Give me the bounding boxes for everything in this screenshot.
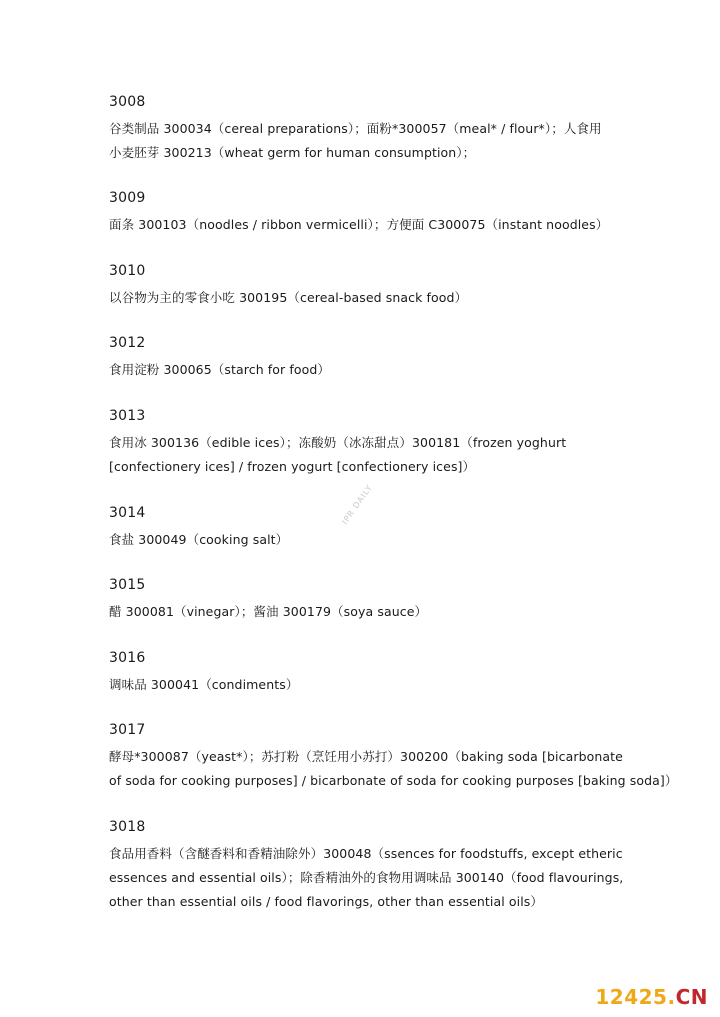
class-code: 3009	[109, 190, 146, 206]
class-code: 3012	[109, 335, 146, 351]
entry-line: 食盐 300049（cooking salt）	[109, 532, 289, 547]
class-entry-3008	[109, 93, 619, 165]
class-code: 3015	[109, 577, 146, 593]
entry-line: 面条 300103（noodles / ribbon vermicelli）；方便面 C300075（instant noodles）	[109, 217, 609, 232]
class-code: 3016	[109, 650, 146, 666]
class-code: 3010	[109, 263, 146, 279]
class-code: 3017	[109, 722, 146, 738]
entry-line: of soda for cooking purposes] / bicarbonate of soda for cooking purposes [baking soda]）	[109, 773, 678, 788]
class-entry-3015	[109, 576, 619, 624]
site-logo[interactable]	[595, 985, 708, 1009]
watermark-text: IPR DAILY	[340, 482, 375, 527]
class-code: 3008	[109, 94, 146, 110]
class-entry-3016	[109, 649, 619, 697]
class-entry-3013	[109, 407, 619, 479]
class-entry-3012	[109, 334, 619, 382]
entry-line: 以谷物为主的零食小吃 300195（cereal-based snack food）	[109, 290, 468, 305]
class-entry-3009	[109, 189, 619, 237]
entry-line: 醋 300081（vinegar）；酱油 300179（soya sauce）	[109, 604, 428, 619]
entry-line: 调味品 300041（condiments）	[109, 677, 299, 692]
entry-line: 小麦胚芽 300213（wheat germ for human consumption）；	[109, 145, 476, 160]
entry-line: [confectionery ices] / frozen yogurt [confectionery ices]）	[109, 459, 476, 474]
class-entry-3017	[109, 721, 678, 793]
entry-line: other than essential oils / food flavorings, other than essential oils）	[109, 894, 544, 909]
logo-number: 12425	[595, 985, 668, 1009]
entry-line: 谷类制品 300034（cereal preparations）；面粉*300057（meal* / flour*）；人食用	[109, 121, 602, 136]
class-entry-3010	[109, 262, 619, 310]
class-code: 3014	[109, 505, 146, 521]
logo-dot: .	[667, 985, 676, 1009]
entry-line: essences and essential oils）；除香精油外的食物用调味品 300140（food flavourings,	[109, 870, 624, 885]
entry-line: 酵母*300087（yeast*）；苏打粉（烹饪用小苏打）300200（baking soda [bicarbonate	[109, 749, 623, 764]
entry-line: 食品用香料（含醚香料和香精油除外）300048（ssences for foodstuffs, except etheric	[109, 846, 623, 861]
class-code: 3018	[109, 819, 146, 835]
logo-tld: CN	[675, 985, 708, 1009]
class-code: 3013	[109, 408, 146, 424]
entry-line: 食用冰 300136（edible ices）；冻酸奶（冰冻甜点）300181（frozen yoghurt	[109, 435, 567, 450]
entry-line: 食用淀粉 300065（starch for food）	[109, 362, 330, 377]
class-entry-3014	[109, 504, 619, 552]
class-entry-3018	[109, 818, 624, 914]
